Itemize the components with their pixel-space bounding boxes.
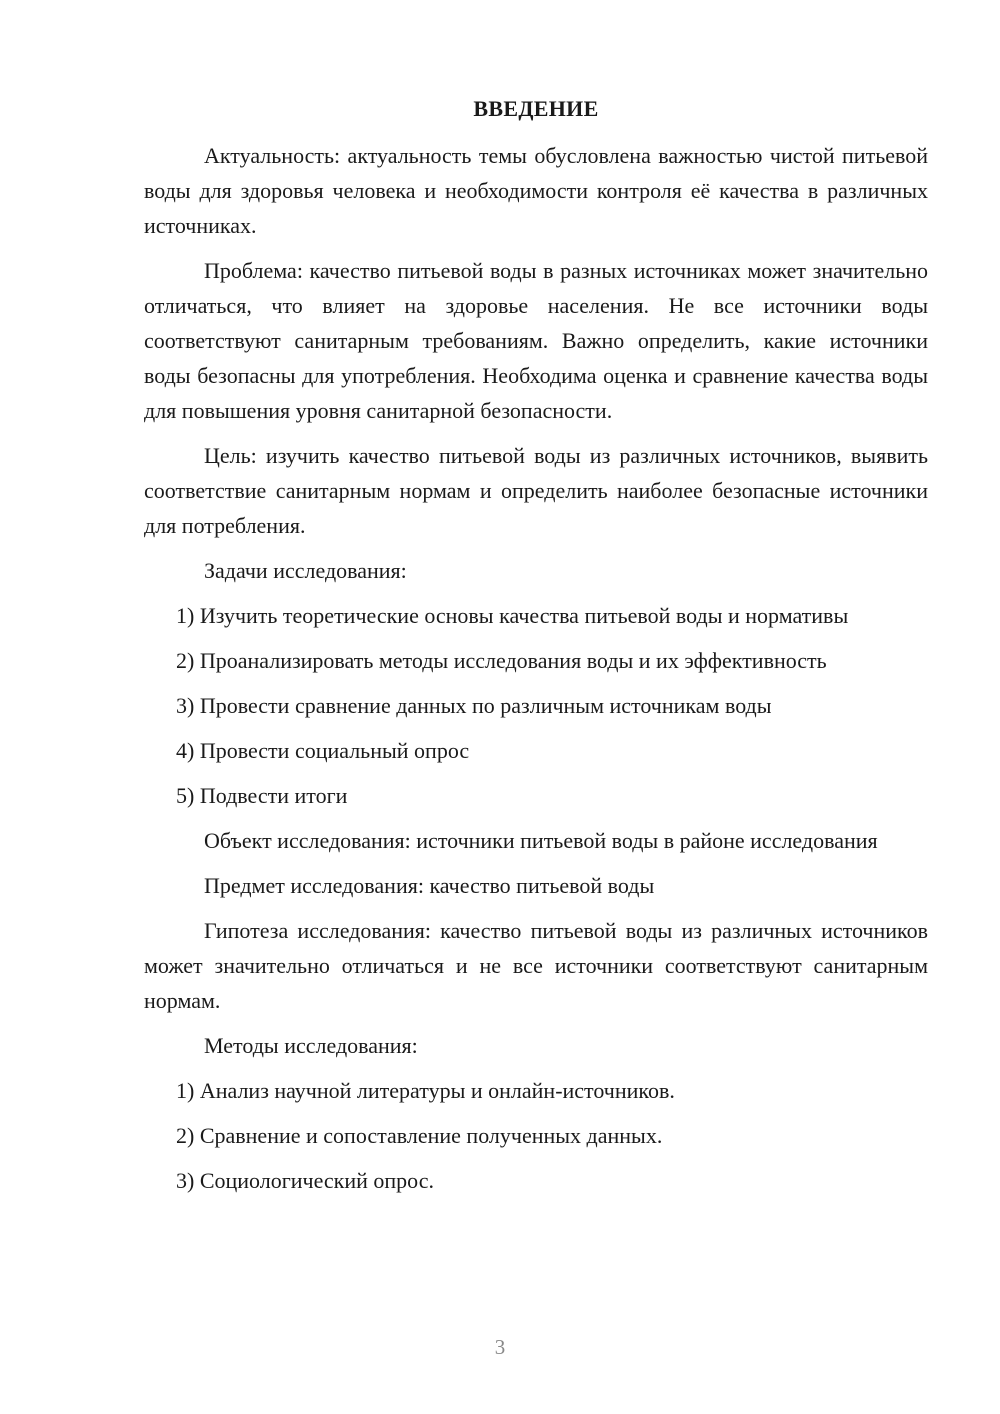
document-page xyxy=(144,90,928,1208)
task-item-3: 3) Провести сравнение данных по различным источникам воды xyxy=(176,693,772,718)
method-item-3: 3) Социологический опрос. xyxy=(176,1168,434,1193)
relevance-paragraph: Актуальность: актуальность темы обусловлена важностью чистой питьевой воды для здоровья человека и необходимости контроля её качества в различных источниках. xyxy=(144,143,928,238)
goal-paragraph: Цель: изучить качество питьевой воды из различных источников, выявить соответствие санитарным нормам и определить наиболее безопасные источники для потребления. xyxy=(144,443,928,538)
task-item-2: 2) Проанализировать методы исследования воды и их эффективность xyxy=(176,648,827,673)
method-item-2: 2) Сравнение и сопоставление полученных данных. xyxy=(176,1123,663,1148)
problem-paragraph: Проблема: качество питьевой воды в разных источниках может значительно отличаться, что влияет на здоровье населения. Не все источники воды соответствуют санитарным требованиям. Важно определить, какие источники воды безопасны для употребления. Необходима оценка и сравнение качества воды для повышения уровня санитарной безопасности. xyxy=(144,258,928,423)
methods-heading: Методы исследования: xyxy=(204,1033,418,1058)
tasks-heading: Задачи исследования: xyxy=(204,558,407,583)
task-item-4: 4) Провести социальный опрос xyxy=(176,738,470,763)
hypothesis-paragraph: Гипотеза исследования: качество питьевой воды из различных источников может значительно отличаться и не все источники соответствуют санитарным нормам. xyxy=(144,918,928,1013)
page-number: 3 xyxy=(494,1335,506,1359)
object-paragraph: Объект исследования: источники питьевой воды в районе исследования xyxy=(204,828,878,853)
task-item-5: 5) Подвести итоги xyxy=(176,783,348,808)
subject-paragraph: Предмет исследования: качество питьевой воды xyxy=(204,873,655,898)
section-title: ВВЕДЕНИЕ xyxy=(473,96,599,121)
method-item-1: 1) Анализ научной литературы и онлайн-источников. xyxy=(176,1078,675,1103)
task-item-1: 1) Изучить теоретические основы качества питьевой воды и нормативы xyxy=(176,603,849,628)
